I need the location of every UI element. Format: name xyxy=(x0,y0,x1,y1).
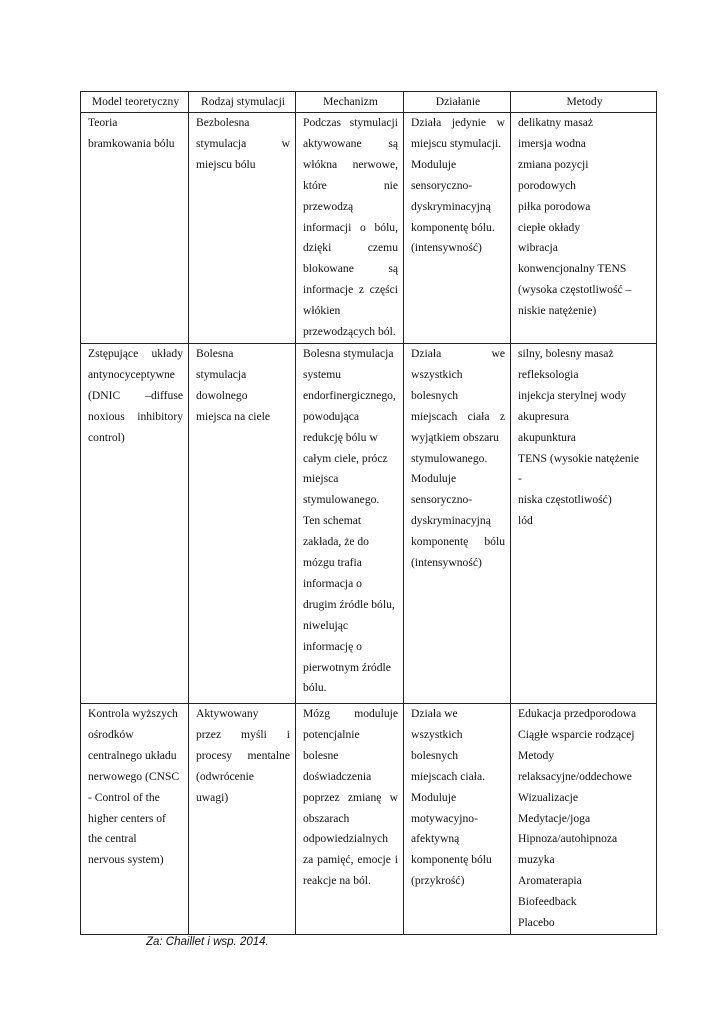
cell-line: potencjalnie xyxy=(303,727,360,741)
cell-mechanizm xyxy=(296,703,404,934)
cell-line: miejsca na ciele xyxy=(196,409,271,423)
cell-line: wibracja xyxy=(518,241,558,255)
cell-mechanizm xyxy=(296,113,404,344)
cell-line: TENS (wysokie natężenie xyxy=(518,451,640,465)
cell-line: odpowiedzialnych xyxy=(303,832,388,846)
cell-line: ciepłe okłady xyxy=(518,220,581,234)
table-row xyxy=(81,703,657,934)
cell-line: miejscu bólu xyxy=(196,157,256,171)
cell-line: Medytacje/joga xyxy=(518,811,591,825)
cell-line: centralnego układu xyxy=(88,748,177,762)
cell-line: relaksacyjne/oddechowe xyxy=(518,769,632,783)
cell-dzialanie xyxy=(404,343,511,703)
cell-line: miejscach ciała. xyxy=(411,769,486,783)
cell-line: Ten schemat xyxy=(303,514,362,528)
cell-line: uwagi) xyxy=(196,790,229,804)
cell-line: (intensywność) xyxy=(411,241,482,255)
cell-line: control) xyxy=(88,430,125,444)
cell-line: przez myśli i xyxy=(196,727,290,741)
cell-line: (odwrócenie xyxy=(196,769,254,783)
cell-line: dzięki czemu xyxy=(303,241,398,255)
cell-line: za pamięć, emocje i xyxy=(303,853,398,867)
cell-line: Bolesna xyxy=(196,346,234,360)
cell-line: zakłada, że do xyxy=(303,535,369,549)
cell-line: redukcję bólu w xyxy=(303,430,378,444)
cell-line: Mózg moduluje xyxy=(303,706,398,720)
cell-line: informację o xyxy=(303,639,362,653)
header-rodzaj: Rodzaj stymulacji xyxy=(189,92,296,113)
cell-line: miejsca xyxy=(303,472,339,486)
cell-line: całym ciele, prócz xyxy=(303,451,388,465)
cell-line: bólu. xyxy=(303,681,327,695)
cell-line: Wizualizacje xyxy=(518,790,579,804)
cell-line: informacja o xyxy=(303,576,362,590)
cell-line: dyskryminacyjną xyxy=(411,199,491,213)
cell-line: Edukacja przedporodowa xyxy=(518,706,637,720)
header-metody: Metody xyxy=(511,92,657,113)
cell-mechanizm xyxy=(296,343,404,703)
cell-line: drugim źródle bólu, xyxy=(303,597,395,611)
cell-line: które nie xyxy=(303,178,398,192)
cell-line: Moduluje xyxy=(411,472,457,486)
cell-line: Podczas stymulacji xyxy=(303,116,398,129)
cell-line: dowolnego xyxy=(196,388,248,402)
cell-line: doświadczenia xyxy=(303,769,372,783)
cell-line: muzyka xyxy=(518,853,555,867)
cell-line: porodowych xyxy=(518,178,576,192)
cell-line: systemu xyxy=(303,367,342,381)
header-model: Model teoretyczny xyxy=(81,92,189,113)
cell-line: lód xyxy=(518,514,533,528)
cell-line: Aktywowany xyxy=(196,706,259,720)
cell-line: włókien xyxy=(303,304,341,318)
cell-line: Moduluje xyxy=(411,157,457,171)
cell-line: aktywowane są xyxy=(303,136,398,150)
cell-line: informacje z części xyxy=(303,283,398,297)
cell-rodzaj xyxy=(189,113,296,344)
cell-line: niskie natężenie) xyxy=(518,304,597,318)
source-note: Za: Chaillet i wsp. 2014. xyxy=(146,936,269,948)
cell-line: silny, bolesny masaż xyxy=(518,346,614,360)
cell-line: endorfinergicznego, xyxy=(303,388,396,402)
cell-line: Teoria xyxy=(88,116,118,129)
cell-line: sensoryczno- xyxy=(411,493,473,507)
cell-model xyxy=(81,703,189,934)
cell-line: Metody xyxy=(518,748,555,762)
cell-metody xyxy=(511,703,657,934)
cell-line: stymulowanego. xyxy=(303,493,380,507)
cell-line: stymulowanego. xyxy=(411,451,488,465)
cell-line: Kontrola wyższych xyxy=(88,706,178,720)
cell-line: niwelując xyxy=(303,618,349,632)
cell-line: delikatny masaż xyxy=(518,116,594,129)
cell-line: imersja wodna xyxy=(518,136,586,150)
cell-line: bramkowania bólu xyxy=(88,136,175,150)
cell-line: Działa we xyxy=(411,346,505,360)
cell-line: stymulacja xyxy=(196,367,247,381)
table-row xyxy=(81,113,657,344)
cell-line: włókna nerwowe, xyxy=(303,157,398,171)
cell-line: procesy mentalne xyxy=(196,748,290,762)
cell-line: nerwowego (CNSC xyxy=(88,769,180,783)
cell-line: (intensywność) xyxy=(411,556,482,570)
cell-line: antynocyceptywne xyxy=(88,367,175,381)
cell-line: miejscu stymulacji. xyxy=(411,136,502,150)
cell-line: Działa we xyxy=(411,706,458,720)
cell-dzialanie xyxy=(404,703,511,934)
cell-line: - Control of the xyxy=(88,790,160,804)
table-header-row xyxy=(81,92,657,113)
cell-line: komponentę bólu xyxy=(411,853,492,867)
cell-line: bolesnych xyxy=(411,388,459,402)
cell-line: Moduluje xyxy=(411,790,457,804)
cell-line: higher centers of xyxy=(88,811,166,825)
cell-line: Działa jedynie w xyxy=(411,116,505,129)
cell-line: sensoryczno- xyxy=(411,178,473,192)
cell-line: afektywną xyxy=(411,832,460,846)
cell-line: stymulacja w xyxy=(196,136,290,150)
cell-line: bolesnych xyxy=(411,748,459,762)
cell-line: Aromaterapia xyxy=(518,874,582,888)
cell-line: Hipnoza/autohipnoza xyxy=(518,832,618,846)
cell-line: zmiana pozycji xyxy=(518,157,589,171)
cell-line: dyskryminacyjną xyxy=(411,514,491,528)
cell-line: wyjątkiem obszaru xyxy=(411,430,499,444)
cell-line: konwencjonalny TENS xyxy=(518,262,627,276)
header-dzialanie: Działanie xyxy=(404,92,511,113)
cell-metody xyxy=(511,113,657,344)
cell-line: (DNIC –diffuse xyxy=(88,388,183,402)
cell-line: komponentę bólu. xyxy=(411,220,495,234)
cell-line: blokowane są xyxy=(303,262,398,276)
cell-line: refleksologia xyxy=(518,367,579,381)
cell-line: Ciągłe wsparcie rodzącej xyxy=(518,727,635,741)
cell-line: noxious inhibitory xyxy=(88,409,183,423)
cell-line: Bolesna stymulacja xyxy=(303,346,394,360)
cell-rodzaj xyxy=(189,343,296,703)
cell-line: obszarach xyxy=(303,811,350,825)
cell-line: injekcja sterylnej wody xyxy=(518,388,627,402)
cell-line: - xyxy=(518,472,522,486)
cell-line: nervous system) xyxy=(88,853,164,867)
cell-model xyxy=(81,343,189,703)
cell-line: (wysoka częstotliwość – xyxy=(518,283,632,297)
cell-line: wszystkich xyxy=(411,367,463,381)
table-row xyxy=(81,343,657,703)
cell-line: informacji o bólu, xyxy=(303,220,398,234)
cell-line: pierwotnym źródle xyxy=(303,660,391,674)
cell-line: motywacyjno- xyxy=(411,811,478,825)
cell-dzialanie xyxy=(404,113,511,344)
cell-line: ośrodków xyxy=(88,727,134,741)
cell-line: przewodzą xyxy=(303,199,354,213)
cell-line: reakcje na ból. xyxy=(303,874,371,888)
pain-models-table xyxy=(80,91,657,935)
cell-line: Bezbolesna xyxy=(196,116,250,129)
cell-line: poprzez zmianę w xyxy=(303,790,398,804)
cell-line: Biofeedback xyxy=(518,895,577,909)
cell-line: the central xyxy=(88,832,137,846)
cell-line: powodująca xyxy=(303,409,360,423)
cell-metody xyxy=(511,343,657,703)
cell-line: Zstępujące układy xyxy=(88,346,183,360)
cell-model xyxy=(81,113,189,344)
cell-line: bolesne xyxy=(303,748,339,762)
cell-line: przewodzących ból. xyxy=(303,325,396,339)
cell-line: akupunktura xyxy=(518,430,576,444)
cell-line: niska częstotliwość) xyxy=(518,493,612,507)
cell-line: Placebo xyxy=(518,916,555,930)
header-mechanizm: Mechanizm xyxy=(296,92,404,113)
cell-line: (przykrość) xyxy=(411,874,465,888)
cell-line: komponentę bólu xyxy=(411,535,505,549)
cell-line: piłka porodowa xyxy=(518,199,591,213)
cell-line: akupresura xyxy=(518,409,569,423)
cell-rodzaj xyxy=(189,703,296,934)
cell-line: miejscach ciała z xyxy=(411,409,505,423)
cell-line: mózgu trafia xyxy=(303,556,362,570)
cell-line: wszystkich xyxy=(411,727,463,741)
